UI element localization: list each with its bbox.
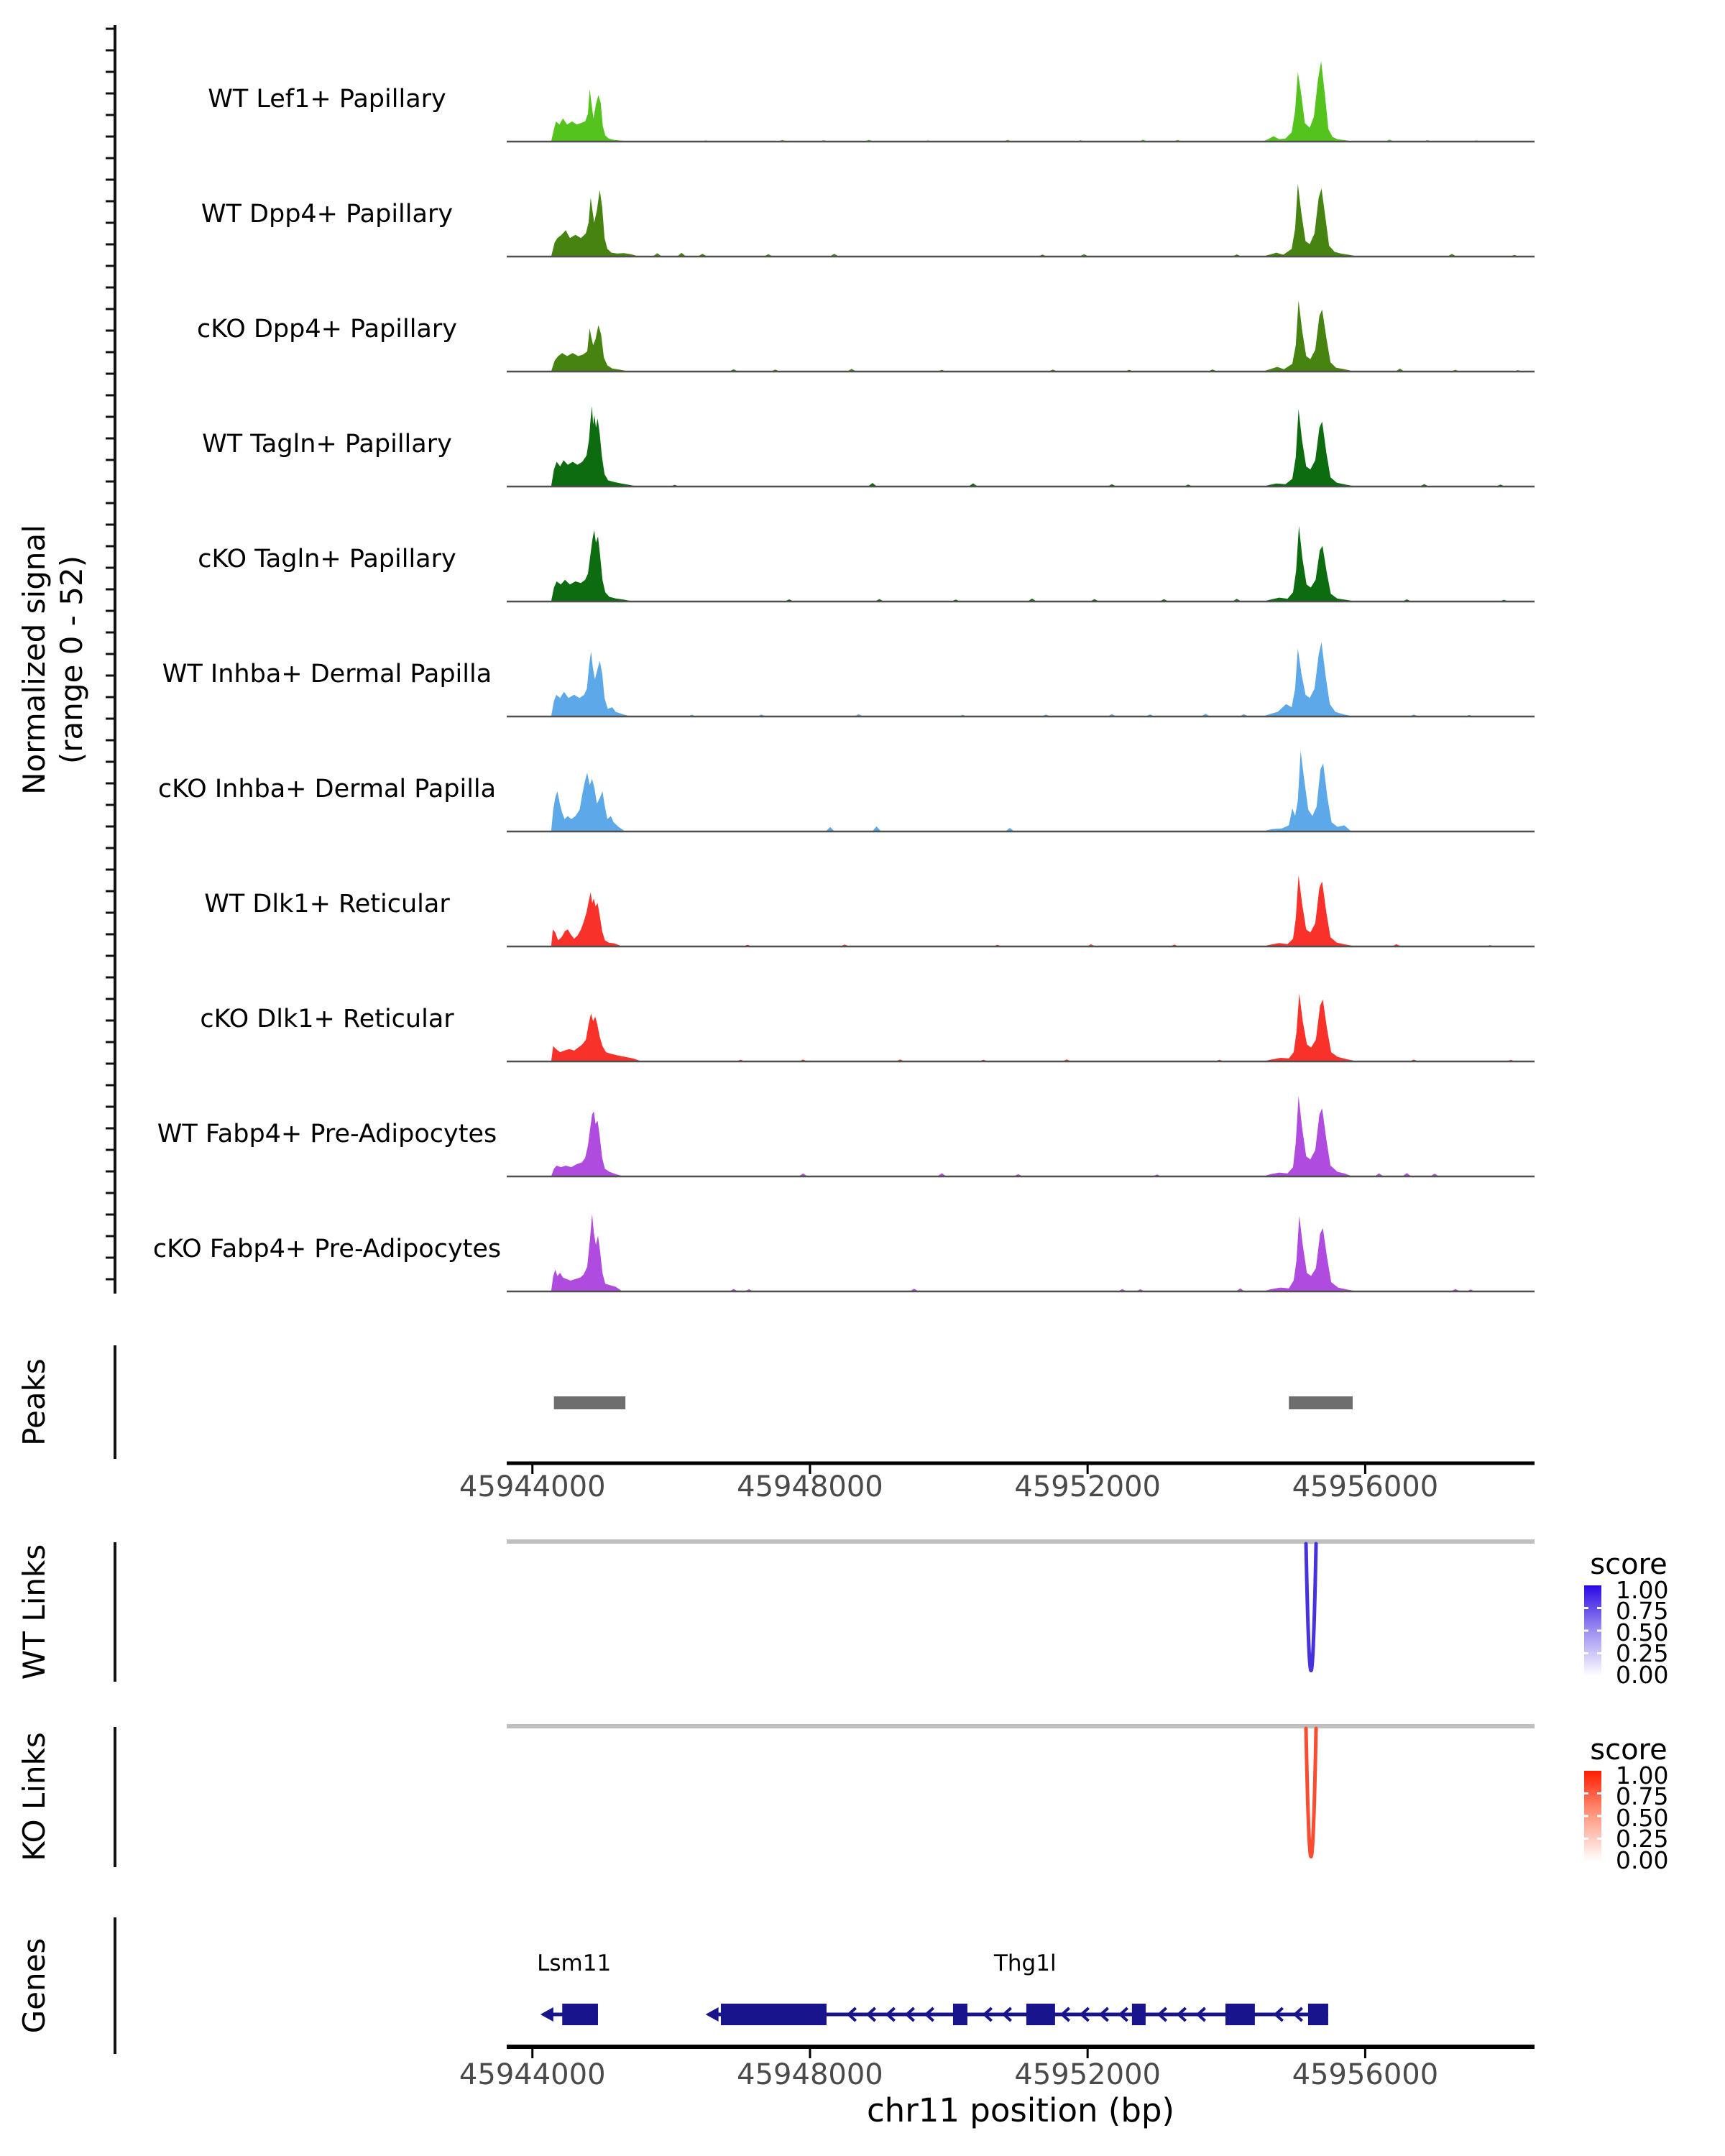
track-label: cKO Tagln+ Papillary	[198, 545, 456, 573]
track-label: WT Fabp4+ Pre-Adipocytes	[157, 1120, 497, 1148]
gradient-tick	[1584, 1607, 1588, 1609]
score-tick-label: 0.25	[1616, 1639, 1669, 1667]
gradient-tick	[1584, 1792, 1588, 1795]
track-label: cKO Fabp4+ Pre-Adipocytes	[152, 1235, 502, 1263]
track-label: cKO Inhba+ Dermal Papilla	[157, 775, 497, 803]
axis-tick-label: 45944000	[459, 1470, 606, 1503]
gradient-tick	[1597, 1630, 1601, 1632]
genes-label: Genes	[17, 1938, 52, 2034]
track-label: WT Inhba+ Dermal Papilla	[162, 660, 492, 688]
links-label: KO Links	[17, 1732, 52, 1861]
y-axis-label-line2: (range 0 - 52)	[54, 555, 89, 765]
gene-exon	[1308, 2004, 1328, 2025]
gradient-tick	[1597, 1652, 1601, 1654]
gradient-tick	[1584, 1815, 1588, 1818]
gradient-tick	[1584, 1838, 1588, 1840]
gene-exon	[562, 2004, 598, 2025]
gene-exon	[1132, 2004, 1146, 2025]
gradient-tick	[1597, 1815, 1601, 1818]
track-label: WT Dlk1+ Reticular	[204, 890, 450, 918]
score-legend-title: score	[1590, 1548, 1668, 1581]
track-label: WT Lef1+ Papillary	[208, 85, 446, 114]
score-tick-label: 1.00	[1616, 1576, 1669, 1604]
links-label: WT Links	[17, 1544, 52, 1680]
track-label: WT Dpp4+ Papillary	[201, 200, 454, 229]
score-tick-label: 0.75	[1616, 1597, 1669, 1625]
axis-tick-label: 45948000	[737, 2058, 883, 2091]
axis-tick-label: 45952000	[1014, 1470, 1161, 1503]
gene-exon	[1026, 2004, 1055, 2025]
gene-name: Lsm11	[537, 1950, 612, 1976]
track-label: WT Tagln+ Papillary	[202, 430, 452, 459]
track-label: cKO Dpp4+ Papillary	[197, 315, 457, 344]
gradient-tick	[1597, 1838, 1601, 1840]
gradient-tick	[1597, 1792, 1601, 1795]
axis-title: chr11 position (bp)	[866, 2091, 1175, 2129]
gradient-tick	[1584, 1630, 1588, 1632]
score-tick-label: 0.00	[1616, 1846, 1669, 1874]
peaks-label: Peaks	[17, 1358, 52, 1446]
score-tick-label: 0.00	[1616, 1661, 1669, 1689]
score-tick-label: 0.50	[1616, 1618, 1669, 1646]
peak-region	[554, 1396, 625, 1409]
axis-tick-label: 45956000	[1292, 1470, 1439, 1503]
y-axis-label-line1: Normalized signal	[17, 525, 52, 795]
axis-tick-label: 45944000	[459, 2058, 606, 2091]
axis-tick-label: 45956000	[1292, 2058, 1439, 2091]
axis-tick-label: 45952000	[1014, 2058, 1161, 2091]
track-label: cKO Dlk1+ Reticular	[200, 1005, 454, 1033]
score-legend-title: score	[1590, 1733, 1668, 1766]
gradient-tick	[1584, 1652, 1588, 1654]
score-tick-label: 0.25	[1616, 1825, 1669, 1853]
gene-exon	[1225, 2004, 1255, 2025]
gene-exon	[721, 2004, 827, 2025]
gradient-tick	[1597, 1607, 1601, 1609]
peak-region	[1289, 1396, 1353, 1409]
score-legend	[1584, 1548, 1668, 1689]
gene-name: Thg1l	[993, 1950, 1057, 1976]
score-tick-label: 0.75	[1616, 1782, 1669, 1810]
gene-exon	[953, 2004, 967, 2025]
score-legend	[1584, 1733, 1668, 1874]
score-tick-label: 0.50	[1616, 1804, 1669, 1832]
axis-tick-label: 45948000	[737, 1470, 883, 1503]
score-tick-label: 1.00	[1616, 1761, 1669, 1789]
